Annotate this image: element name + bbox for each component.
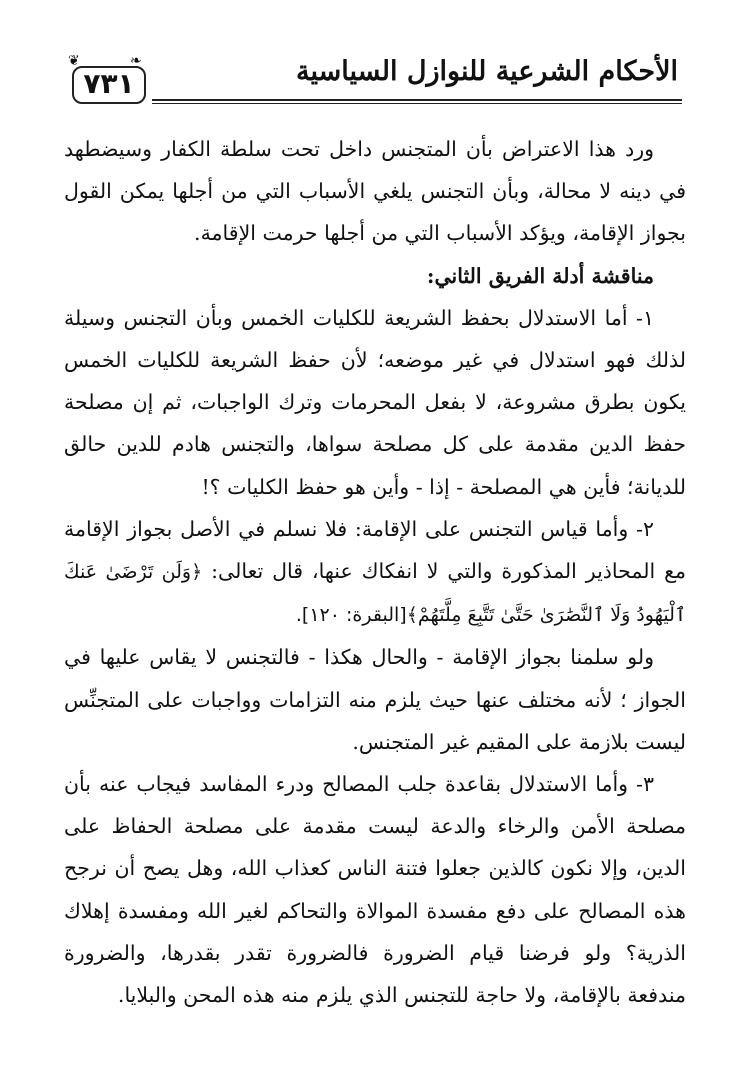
paragraph-objection-reply: ورد هذا الاعتراض بأن المتجنس داخل تحت سلطة الكفار وسيضطهد في دينه لا محالة، وبأن التجنس يلغي الأسباب التي من أجلها يمكن القول بجواز الإقامة، ويؤكد الأسباب التي من أجلها حرمت الإقامة. (64, 137, 686, 246)
page-number-box (66, 52, 150, 108)
quran-reference: [البقرة: ١٢٠]. (295, 604, 407, 627)
ornament-icon: ❦ (68, 53, 80, 69)
paragraph-point-3: ٣- وأما الاستدلال بقاعدة جلب المصالح ودرء المفاسد فيجاب عنه بأن مصلحة الأمن والرخاء والدعة ليست مقدمة على مصلحة الحفاظ على الدين، وإلا نكون كالذين جعلوا فتنة الناس كعذاب الله، وهل يصح أن نرجح هذه المصالح على دفع مفسدة الموالاة والتحاكم لغير الله ومفسدة إهلاك الذرية؟ ولو فرضنا قيام الضرورة فالضرورة تقدر بقدرها، والضرورة مندفعة بالإقامة، ولا حاجة للتجنس الذي يلزم منه هذه المحن والبلايا. (64, 772, 686, 1008)
header-rule-thin (152, 103, 682, 104)
paragraph-point-2-continued: ولو سلمنا بجواز الإقامة - والحال هكذا - فالتجنس لا يقاس عليها في الجواز ؛ لأنه مختلف عنها حيث يلزم منه التزامات وواجبات على المتجنِّس ليست بلازمة على المقيم غير المتجنس. (64, 645, 686, 754)
page-header (66, 46, 682, 112)
ornament-icon: ❧ (130, 53, 142, 69)
paragraph-point-2 (64, 508, 686, 637)
section-heading: مناقشة أدلة الفريق الثاني: (426, 263, 654, 288)
paragraph-point-1: ١- أما الاستدلال بحفظ الشريعة للكليات الخمس وبأن التجنس وسيلة لذلك فهو استدلال في غير موضعه؛ لأن حفظ الشريعة للكليات الخمس يكون بطرق مشروعة، لا بفعل المحرمات وترك الواجبات، ثم إن مصلحة حفظ الدين مقدمة على كل مصلحة سواها، والتجنس هادم للدين حالق للديانة؛ فأين هي المصلحة - إذا - وأين هو حفظ الكليات ؟! (64, 305, 686, 499)
paragraph-text: ٢- وأما قياس التجنس على الإقامة: فلا نسلم في الأصل بجواز الإقامة مع المحاذير المذكورة والتي لا انفكاك عنها، قال تعالى: (64, 516, 686, 584)
page-number: ٧٣١ (83, 67, 135, 100)
quran-verse: ﴿وَلَن تَرْضَىٰ عَنكَ ٱلْيَهُودُ وَلَا ٱلنَّصَٰرَىٰ حَتَّىٰ تَتَّبِعَ مِلَّتَهُمْ﴾ (64, 561, 686, 627)
page-body (64, 128, 686, 1016)
header-rule (152, 99, 682, 101)
book-title: الأحكام الشرعية للنوازل السياسية (296, 56, 678, 87)
